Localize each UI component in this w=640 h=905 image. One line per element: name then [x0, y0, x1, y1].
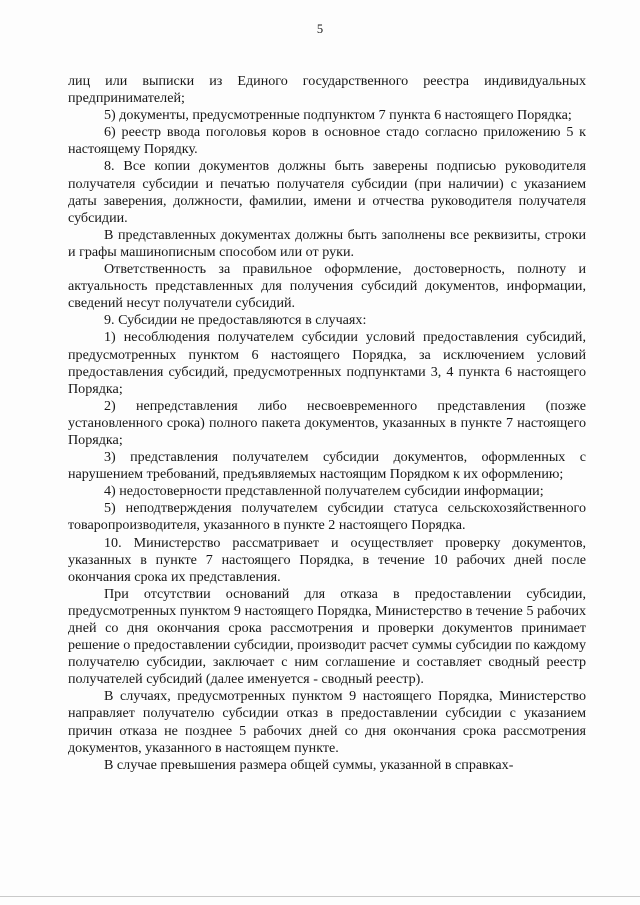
paragraph-refusal-2: 2) непредставления либо несвоевременного представления (позже установленного срока) полного пакета документов, указанных в пункте 7 настоящего Порядка;	[68, 397, 586, 448]
paragraph-continuation: лиц или выписки из Единого государственного реестра индивидуальных предпринимателей;	[68, 73, 586, 107]
paragraph-item-6: 6) реестр ввода поголовья коров в основное стадо согласно приложению 5 к настоящему Порядку.	[68, 124, 586, 158]
document-body	[68, 73, 586, 774]
page-bottom-edge	[0, 896, 640, 897]
paragraph-decision: При отсутствии оснований для отказа в предоставлении субсидии, предусмотренных пунктом 9 настоящего Порядка, Министерство в течение 5 рабочих дней со дня окончания срока рассмотрения и проверки документов принимает решение о предоставлении субсидии, производит расчет суммы субсидии по каждому получателю субсидии, заключает с ним соглашение и составляет сводный реестр получателей субсидий (далее именуется - сводный реестр).	[68, 585, 586, 688]
paragraph-refusal-3: 3) представления получателем субсидии документов, оформленных с нарушением требований, предъявляемых настоящим Порядком к их оформлению;	[68, 449, 586, 483]
paragraph-refusal-1: 1) несоблюдения получателем субсидии условий предоставления субсидий, предусмотренных пунктом 6 настоящего Порядка, за исключением условий предоставления субсидий, предусмотренных подпунктами 3, 4 пункта 6 настоящего Порядка;	[68, 329, 586, 397]
paragraph-refusal-notice: В случаях, предусмотренных пунктом 9 настоящего Порядка, Министерство направляет получателю субсидии отказ в предоставлении субсидии с указанием причин отказа не позднее 5 рабочих дней со дня окончания срока рассмотрения документов, указанного в настоящем пункте.	[68, 688, 586, 756]
paragraph-section-9: 9. Субсидии не предоставляются в случаях:	[104, 312, 367, 329]
paragraph-section-10: 10. Министерство рассматривает и осуществляет проверку документов, указанных в пункте 7 настоящего Порядка, в течение 10 рабочих дней после окончания срока их представления.	[68, 534, 586, 585]
paragraph-excess: В случае превышения размера общей суммы, указанной в справках-	[104, 756, 514, 773]
paragraph-item-5: 5) документы, предусмотренные подпунктом 7 пункта 6 настоящего Порядка;	[104, 107, 572, 124]
page-number: 5	[316, 22, 324, 36]
paragraph-responsibility: Ответственность за правильное оформление, достоверность, полноту и актуальность представленных для получения субсидий документов, информации, сведений несут получатели субсидий.	[68, 261, 586, 312]
paragraph-requisites: В представленных документах должны быть заполнены все реквизиты, строки и графы машинописным способом или от руки.	[68, 226, 586, 260]
paragraph-refusal-4: 4) недостоверности представленной получателем субсидии информации;	[104, 483, 544, 500]
paragraph-section-8: 8. Все копии документов должны быть заверены подписью руководителя получателя субсидии и печатью получателя субсидии (при наличии) с указанием даты заверения, должности, фамилии, имени и отчества руководителя получателя субсидии.	[68, 158, 586, 226]
paragraph-refusal-5: 5) неподтверждения получателем субсидии статуса сельскохозяйственного товаропроизводителя, указанного в пункте 2 настоящего Порядка.	[68, 500, 586, 534]
